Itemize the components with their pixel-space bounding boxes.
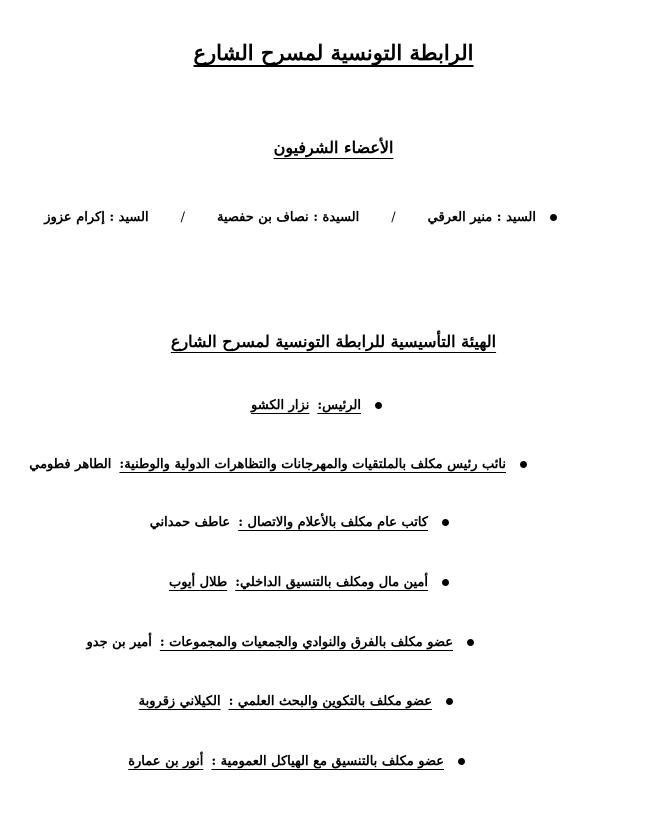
honorary-heading-text: الأعضاء الشرفيون [273, 138, 394, 157]
member-name: أمير بن جدو [86, 635, 152, 650]
honorary-member: السيد : منير العرقي [427, 210, 536, 225]
separator: / [180, 210, 185, 225]
honorary-member: السيد : إكرام عزوز [44, 210, 149, 225]
honorary-member: السيدة : نصاف بن حفصية [217, 210, 360, 225]
bullet-icon [442, 519, 449, 526]
honorary-members-row [44, 210, 557, 225]
page-title-text: الرابطة التونسية لمسرح الشارع [193, 40, 474, 65]
honorary-heading [0, 138, 667, 157]
role-label: عضو مكلف بالتنسيق مع الهياكل العمومية : [211, 754, 444, 769]
bullet-icon [442, 579, 449, 586]
member-name: الكيلاني زقروبة [138, 694, 221, 709]
bullet-icon [446, 698, 453, 705]
list-item [150, 515, 449, 530]
list-item [128, 754, 465, 769]
member-name: الطاهر فطومي [29, 457, 112, 472]
role-label: نائب رئيس مكلف بالملتقيات والمهرجانات والتظاهرات الدولية والوطنية: [119, 457, 506, 472]
list-item [169, 575, 449, 590]
separator: / [391, 210, 396, 225]
list-item [29, 457, 527, 472]
page-title [0, 40, 667, 65]
member-name: عاطف حمداني [149, 515, 231, 530]
bullet-icon [520, 461, 527, 468]
role-label: أمين مال ومكلف بالتنسيق الداخلي: [235, 575, 428, 590]
role-label: عضو مكلف بالتكوين والبحث العلمي : [228, 694, 432, 709]
member-name: نزار الكشو [251, 398, 310, 413]
role-label: الرئيس: [317, 398, 361, 413]
founding-heading-text: الهيئة التأسيسية للرابطة التونسية لمسرح الشارع [170, 332, 497, 351]
list-item [86, 635, 474, 650]
bullet-icon [467, 639, 474, 646]
bullet-icon [458, 758, 465, 765]
founding-heading [0, 332, 667, 351]
list-item [139, 694, 453, 709]
member-name: أنور بن عمارة [128, 754, 204, 769]
bullet-icon [550, 214, 557, 221]
member-name: طلال أيوب [168, 575, 228, 590]
list-item [251, 398, 382, 413]
bullet-icon [375, 402, 382, 409]
role-label: عضو مكلف بالفرق والنوادي والجمعيات والمجموعات : [159, 635, 453, 650]
role-label: كاتب عام مكلف بالأعلام والاتصال : [238, 515, 428, 530]
